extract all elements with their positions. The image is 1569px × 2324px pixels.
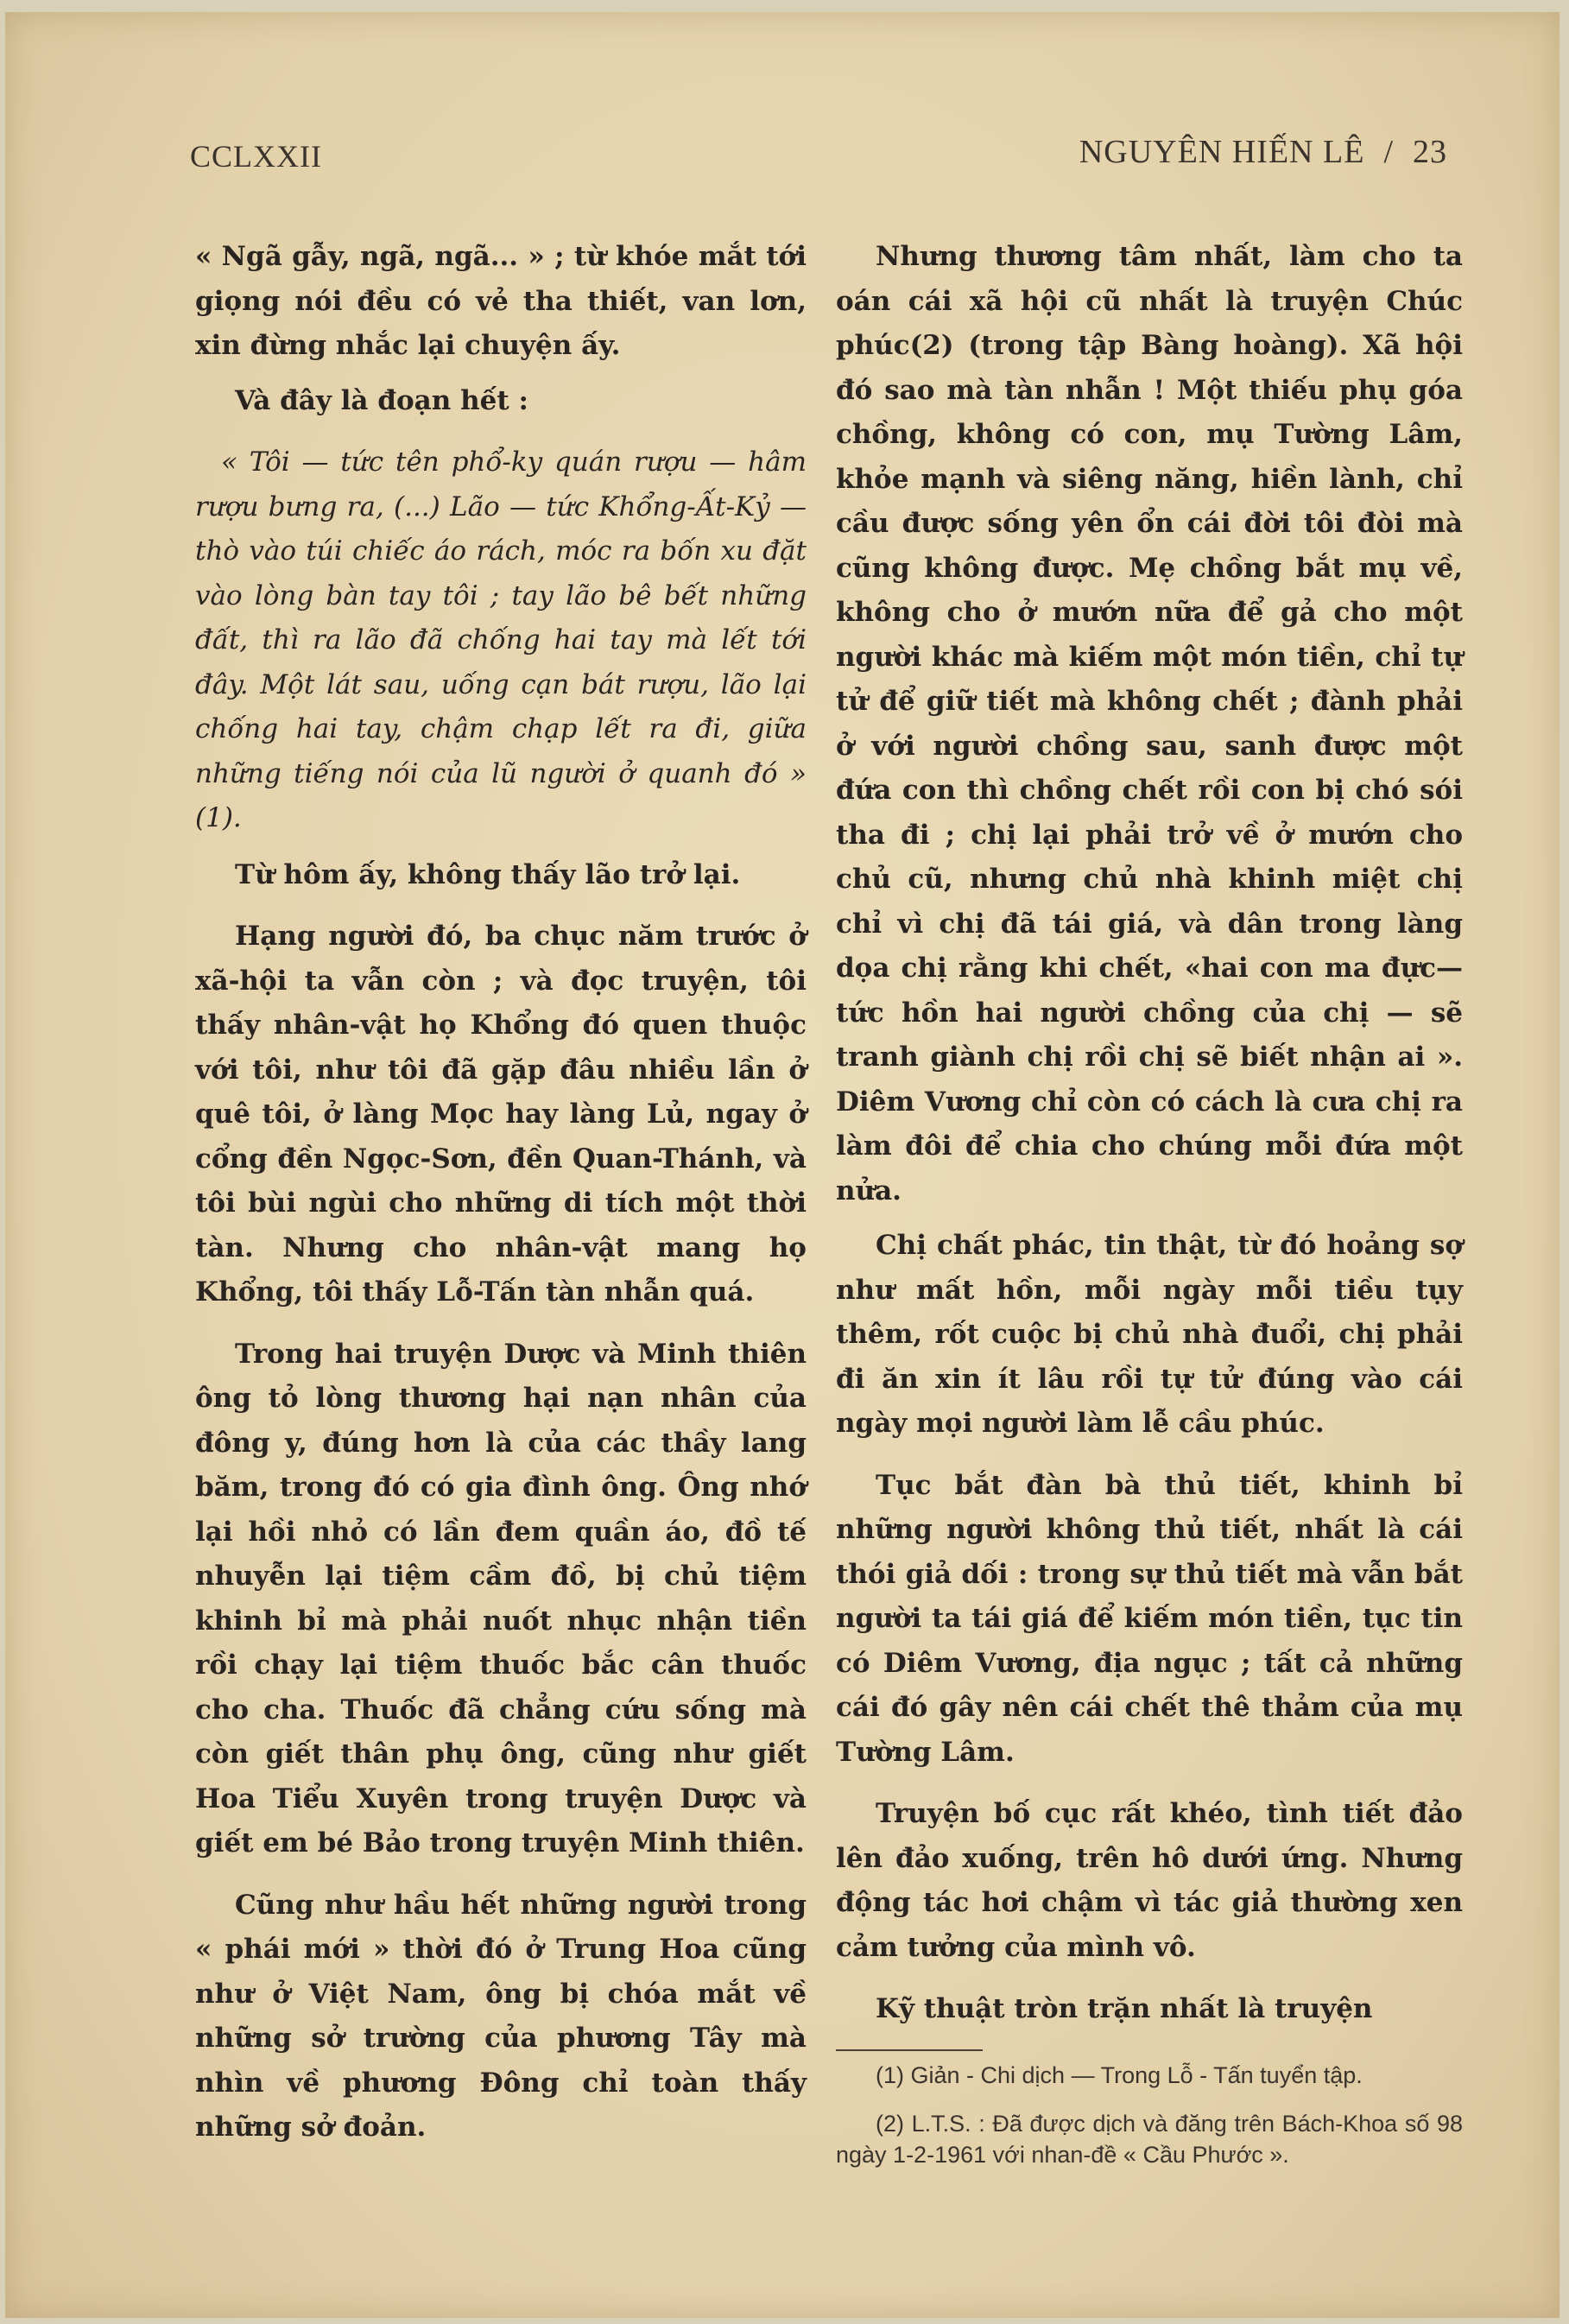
paragraph: Và đây là đoạn hết : [235,384,528,416]
quoted-passage: « Tôi — tức tên phổ-ky quán rượu — hâm rượu bưng ra, (...) Lão — tức Khổng-Ất-Kỷ — thò vào túi chiếc áo rách, móc ra bốn xu đặt vào lòng bàn tay tôi ; tay lão bê bết những đất, thì ra lão đã chống hai tay mà lết tới đây. Một lát sau, uống cạn bát rượu, lão lại chống hai tay, chậm chạp lết ra đi, giữa những tiếng nói của lũ người ở quanh đó » (1). [195,446,807,833]
header-separator: / [1383,134,1394,170]
paragraph: Nhưng thương tâm nhất, làm cho ta oán cái xã hội cũ nhất là truyện Chúc phúc(2) (trong tập Bàng hoàng). Xã hội đó sao mà tàn nhẫn ! Một thiếu phụ góa chồng, không có con, mụ Tường Lâm, khỏe mạnh và siêng năng, hiền lành, chỉ cầu được sống yên ổn cái đời tôi đòi mà cũng không được. Mẹ chồng bắt mụ về, không cho ở mướn nữa để gả cho một người khác mà kiếm một món tiền, chỉ tự tử để giữ tiết mà không chết ; đành phải ở với người chồng sau, sanh được một đứa con thì chồng chết rồi con bị chó sói tha đi ; chị lại phải trở về ở mướn cho chủ cũ, nhưng chủ nhà khinh miệt chị chỉ vì chị đã tái giá, và dân trong làng dọa chị rằng khi chết, «hai con ma đực—tức hồn hai người chồng của chị — sẽ tranh giành chị rồi chị sẽ biết nhận ai ». Diêm Vương chỉ còn có cách là cưa chị ra làm đôi để chia cho chúng mỗi đứa một nửa. [836,241,1463,1206]
running-header-author [1079,133,1447,171]
paragraph: Từ hôm ấy, không thấy lão trở lại. [235,858,741,890]
paragraph: Trong hai truyện Dược và Minh thiên ông tỏ lòng thương hại nạn nhân của đông y, đúng hơn là của các thầy lang băm, trong đó có gia đình ông. Ông nhớ lại hồi nhỏ có lần đem quần áo, đồ tế nhuyễn lại tiệm cầm đồ, bị chủ tiệm khinh bỉ mà phải nuốt nhục nhận tiền rồi chạy lại tiệm thuốc bắc cân thuốc cho cha. Thuốc đã chẳng cứu sống mà còn giết thân phụ ông, cũng như giết Hoa Tiểu Xuyên trong truyện Dược và giết em bé Bảo trong truyện Minh thiên. [195,1338,807,1859]
paragraph: Tục bắt đàn bà thủ tiết, khinh bỉ những người không thủ tiết, nhất là cái thói giả dối : trong sự thủ tiết mà vẫn bắt người ta tái giá để kiếm món tiền, tục tin có Diêm Vương, địa ngục ; tất cả những cái đó gây nên cái chết thê thảm của mụ Tường Lâm. [836,1469,1463,1768]
paragraph: Hạng người đó, ba chục năm trước ở xã-hội ta vẫn còn ; và đọc truyện, tôi thấy nhân-vật họ Khổng đó quen thuộc với tôi, như tôi đã gặp đâu nhiều lần ở quê tôi, ở làng Mọc hay làng Lủ, ngay ở cổng đền Ngọc-Sơn, đền Quan-Thánh, và tôi bùi ngùi cho những di tích một thời tàn. Nhưng cho nhân-vật mang họ Khổng, tôi thấy Lỗ-Tấn tàn nhẫn quá. [195,921,807,1308]
paragraph: Cũng như hầu hết những người trong « phái mới » thời đó ở Trung Hoa cũng như ở Việt Nam, ông bị chóa mắt về những sở trường của phương Tây mà nhìn về phương Đông chỉ toàn thấy những sở đoản. [195,1889,807,2143]
footnote-divider [836,2049,983,2051]
page-number: 23 [1413,134,1447,170]
left-column [195,235,807,2168]
right-column [836,235,1463,2188]
paragraph: Kỹ thuật tròn trặn nhất là truyện [876,1993,1373,2024]
paragraph: « Ngã gẫy, ngã, ngã... » ; từ khóe mắt tới giọng nói đều có vẻ tha thiết, van lơn, xin đừng nhắc lại chuyện ấy. [195,241,807,361]
footnote: (2) L.T.S. : Đã được dịch và đăng trên Bách-Khoa số 98 ngày 1-2-1961 với nhan-đề « Cầu Phước ». [836,2110,1463,2168]
book-page [5,12,1560,2318]
author-name: NGUYÊN HIẾN LÊ [1079,134,1365,170]
paragraph: Chị chất phác, tin thật, từ đó hoảng sợ như mất hồn, mỗi ngày mỗi tiều tụy thêm, rốt cuộc bị chủ nhà đuổi, chị phải đi ăn xin ít lâu rồi tự tử đúng vào cái ngày mọi người làm lễ cầu phúc. [836,1230,1463,1439]
paragraph: Truyện bố cục rất khéo, tình tiết đảo lên đảo xuống, trên hô dưới ứng. Nhưng động tác hơi chậm vì tác giả thường xen cảm tưởng của mình vô. [836,1798,1463,1963]
running-header-roman: CCLXXII [190,139,322,174]
footnote: (1) Giản - Chi dịch — Trong Lỗ - Tấn tuyển tập. [876,2061,1363,2088]
